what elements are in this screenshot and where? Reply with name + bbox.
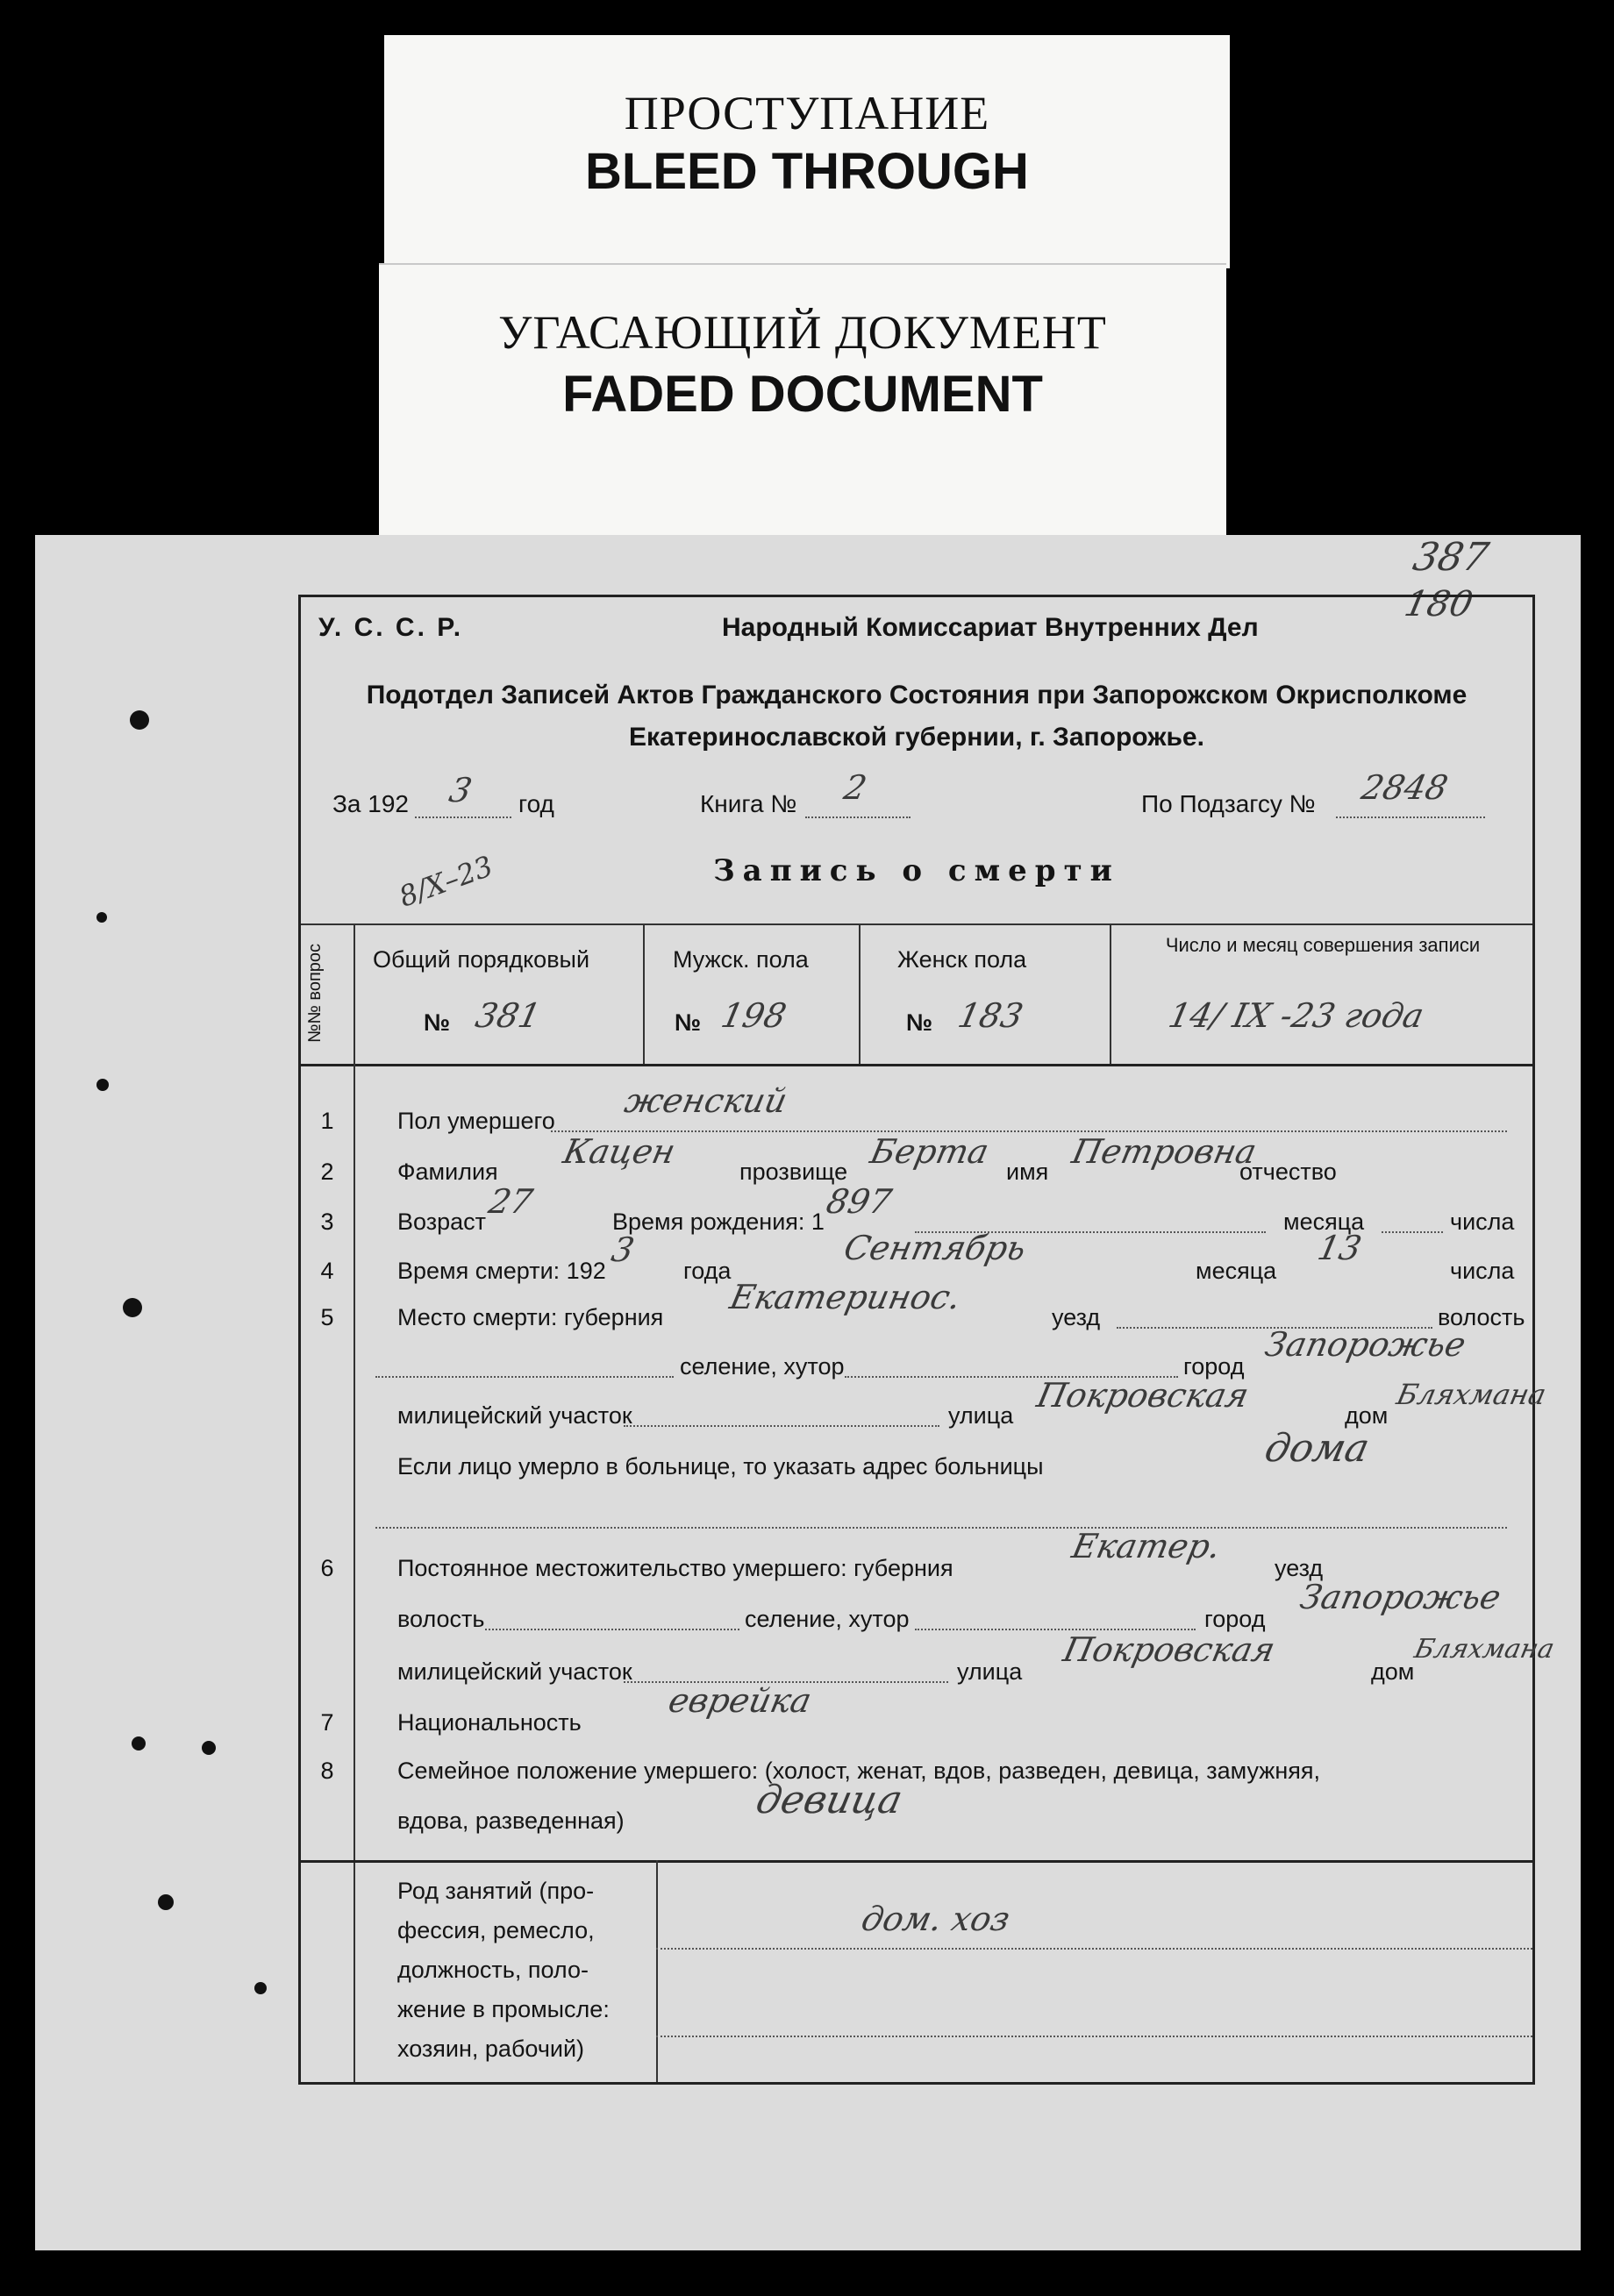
value-death-province: Екатеринос.: [726, 1278, 965, 1316]
value-sex: женский: [621, 1081, 791, 1120]
label-month: месяца: [1196, 1258, 1277, 1284]
label-house: дом: [1371, 1658, 1415, 1685]
year-label: За 192: [332, 790, 409, 817]
state-label: У. С. С. Р.: [318, 613, 464, 642]
label-month: месяца: [1283, 1209, 1365, 1235]
book-label: Книга №: [700, 790, 797, 817]
record-title: Запись о смерти: [713, 853, 1120, 888]
label-occupation-5: хозяин, рабочий): [397, 2036, 585, 2062]
subdepartment-line-1: Подотдел Записей Актов Гражданского Состояния при Запорожском Окрисполкоме: [366, 681, 1468, 709]
value-birth-year: 897: [823, 1182, 896, 1221]
label-marital-status-cont: вдова, разведенная): [397, 1808, 625, 1834]
value-death-street: Покровская: [1033, 1376, 1253, 1415]
question-number-header: №№ вопрос: [305, 943, 325, 1044]
value-death-house: Бляхмана: [1393, 1378, 1549, 1411]
value-residence-street: Покровская: [1060, 1630, 1279, 1669]
label-marital-status: Семейное положение умершего: (холост, женат, вдов, разведен, девица, замужняя,: [397, 1758, 1320, 1784]
value-death-month: Сентябрь: [840, 1229, 1030, 1267]
value-death-year: 3: [608, 1230, 638, 1269]
label-militia-district: милицейский участок: [397, 1658, 632, 1685]
subzags-label: По Подзагсу №: [1141, 790, 1316, 817]
label-city: город: [1204, 1606, 1266, 1632]
male-number-value: 198: [718, 996, 790, 1035]
label-age: Возраст: [397, 1209, 486, 1235]
label-sex: Пол умершего: [397, 1108, 555, 1134]
notice-en: FADED DOCUMENT: [562, 366, 1043, 423]
book-value: 2: [840, 768, 870, 807]
label-day: числа: [1450, 1258, 1515, 1284]
value-name: Петровна: [1068, 1132, 1260, 1171]
label-death-time: Время смерти: 192: [397, 1258, 606, 1284]
label-occupation-1: Род занятий (про-: [397, 1878, 595, 1904]
value-nickname: Берта: [867, 1132, 993, 1171]
label-village: селение, хутор: [680, 1353, 845, 1380]
punch-hole: [158, 1894, 174, 1910]
col-record-date: Число и месяц совершения записи: [1165, 934, 1481, 956]
value-residence-house: Бляхмана: [1411, 1634, 1558, 1665]
label-occupation-2: фессия, ремесло,: [397, 1917, 595, 1943]
label-patronymic: отчество: [1239, 1159, 1337, 1185]
punch-hole: [254, 1982, 267, 1994]
label-nickname: прозвище: [739, 1159, 848, 1185]
label-death-place-province: Место смерти: губерния: [397, 1304, 664, 1330]
subdepartment-line-2: Екатеринославской губернии, г. Запорожье.: [629, 723, 1204, 752]
label-district: уезд: [1275, 1555, 1324, 1581]
label-residence-province: Постоянное местожительство умершего: губерния: [397, 1555, 953, 1581]
notice-ru: ПРОСТУПАНИЕ: [624, 87, 990, 139]
label-volost: волость: [397, 1606, 485, 1632]
subzags-value: 2848: [1358, 768, 1452, 807]
label-day: числа: [1450, 1209, 1515, 1235]
label-name: имя: [1006, 1159, 1049, 1185]
faded-document-notice: [379, 263, 1226, 538]
commissariat-title: Народный Комиссариат Внутренних Дел: [722, 613, 1259, 642]
label-street: улица: [948, 1402, 1014, 1429]
value-residence-province: Екатер.: [1068, 1527, 1225, 1565]
form-frame: У. С. С. Р. Народный Комиссариат Внутренних Дел Подотдел Записей Актов Гражданского Состояния при Запорожском Окрисполкоме Екатеринославской губернии, г. Запорожье. За 192 3 год Книга № 2 По Подзагсу № 2848 8/Х–23 Запись о смерти №№ вопрос Общий порядковый Мужск. пола Женск пола Число и месяц совершения записи № 381 № 198 № 183 14/ IX -23 года 1 2 3 4 5 6 7 8 Пол умершего женский Фамилия Кацен прозвище Берта имя Петровна отчество Возраст 27 Время рождения: 1 897 месяца числа Время смерти: 192 3 года Сентябрь месяца 13 числа Место смерти: губерния Екатеринос. уезд волость селение, хутор город Запорожье милицейский участок улица Покровская дом Бляхмана Если лицо умерло в больнице, то указать адрес больницы дома Постоянное местожительство умершего: губерния Екатер. уезд волость селение, хутор город Запорожье милицейский участок улица Покровская дом Бляхмана Национальность еврейка Семейное положение умершего: (холост, женат, вдов, разведен, девица, замужняя, вдова, разведенная) девица Род занятий (про- фессия, ремесло, должность, поло- жение в промысле: хозяин, рабочий) дом. хоз: [298, 595, 1535, 2085]
label-district: уезд: [1052, 1304, 1101, 1330]
corner-number-bottom: 180: [1401, 584, 1477, 624]
label-occupation-4: жение в промысле:: [397, 1996, 610, 2022]
value-occupation: дом. хоз: [858, 1900, 1014, 1938]
record-date-value: 14/ IX -23 года: [1165, 996, 1428, 1035]
punch-hole: [96, 1079, 109, 1091]
col-male: Мужск. пола: [673, 946, 809, 973]
label-birth-time: Время рождения: 1: [612, 1209, 825, 1235]
value-death-day: 13: [1314, 1229, 1366, 1267]
label-militia-district: милицейский участок: [397, 1402, 632, 1429]
label-village: селение, хутор: [745, 1606, 910, 1632]
value-marital-status: девица: [752, 1778, 907, 1822]
punch-hole: [132, 1736, 146, 1751]
label-nationality: Национальность: [397, 1709, 582, 1736]
bleed-through-notice: [384, 35, 1230, 268]
general-number-value: 381: [472, 996, 545, 1035]
value-hospital: дома: [1260, 1426, 1374, 1471]
col-female: Женск пола: [897, 946, 1027, 973]
label-occupation-3: должность, поло-: [397, 1957, 589, 1983]
margin-note: 8/Х–23: [394, 849, 497, 914]
value-age: 27: [485, 1182, 537, 1221]
value-death-city: Запорожье: [1261, 1325, 1469, 1364]
corner-number-top: 387: [1409, 535, 1493, 580]
year-suffix: год: [518, 790, 554, 817]
punch-hole: [96, 912, 107, 923]
notice-en: BLEED THROUGH: [585, 143, 1029, 200]
notice-ru: УГАСАЮЩИЙ ДОКУМЕНТ: [498, 306, 1107, 359]
value-surname: Кацен: [560, 1132, 679, 1171]
punch-hole: [130, 710, 149, 730]
label-street: улица: [957, 1658, 1023, 1685]
value-residence-city: Запорожье: [1296, 1578, 1504, 1616]
label-year: года: [683, 1258, 732, 1284]
year-value: 3: [446, 771, 475, 809]
female-number-value: 183: [954, 996, 1027, 1035]
punch-hole: [202, 1741, 216, 1755]
death-record-sheet: [35, 535, 1581, 2250]
label-house: дом: [1345, 1402, 1389, 1429]
label-hospital: Если лицо умерло в больнице, то указать адрес больницы: [397, 1453, 1044, 1480]
col-general-number: Общий порядковый: [373, 946, 590, 973]
value-nationality: еврейка: [665, 1681, 815, 1720]
label-volost: волость: [1438, 1304, 1525, 1330]
label-city: город: [1183, 1353, 1245, 1380]
label-surname: Фамилия: [397, 1159, 498, 1185]
punch-hole: [123, 1298, 142, 1317]
